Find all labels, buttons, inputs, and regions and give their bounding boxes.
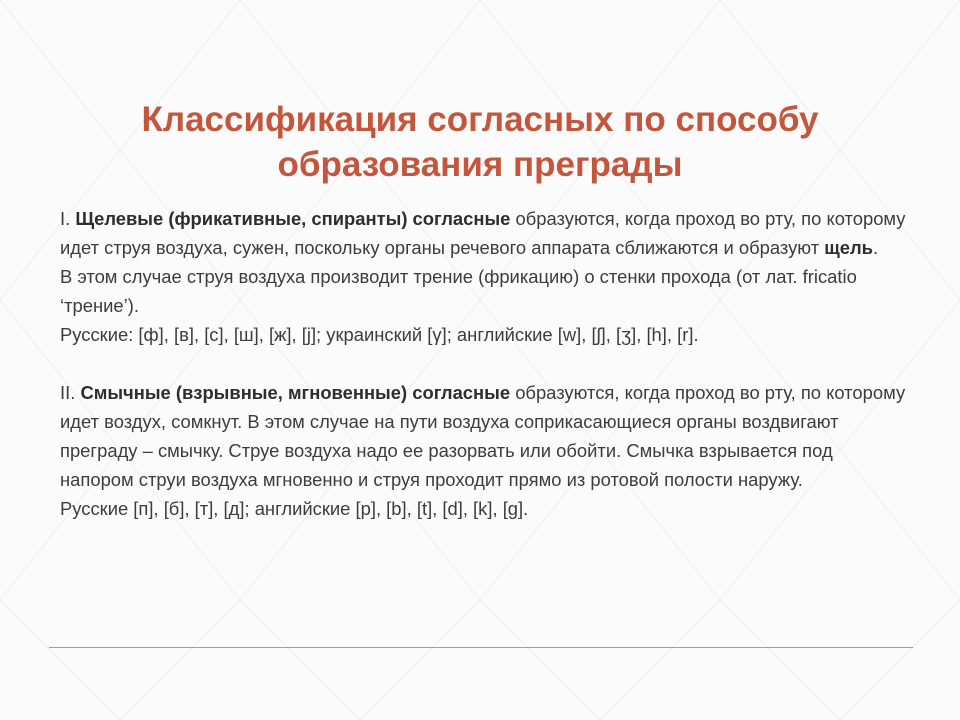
section-1-numeral: I. <box>60 208 76 229</box>
fricatives-paragraph <box>60 204 910 262</box>
slide-body <box>60 204 910 523</box>
slide-title: Классификация согласных по способу образования преграды <box>141 100 819 184</box>
fricatives-examples: Русские: [ф], [в], [с], [ш], [ж], [j]; украинский [γ]; английские [w], [ʃ], [ʒ], [h], [r]. <box>60 324 699 345</box>
stops-definition: образуются, когда проход во рту, по которому идет воздух, сомкнут. В этом случае на пути воздуха соприкасающиеся органы воздвигают преграду – смычку. Струе воздуха надо ее разорвать или обойти. Смычка взрывается под напором струи воздуха мгновенно и струя проходит прямо из ротовой полости наружу. <box>60 382 906 490</box>
fricatives-term: Щелевые (фрикативные, спиранты) согласные <box>75 208 511 229</box>
stops-examples: Русские [п], [б], [т], [д]; английские [p], [b], [t], [d], [k], [g]. <box>60 498 529 519</box>
section-2-numeral: II. <box>60 382 81 403</box>
stops-paragraph <box>60 378 910 494</box>
bottom-divider <box>49 647 913 648</box>
fricatives-keyword: щель <box>824 237 873 258</box>
fricatives-friction-text: В этом случае струя воздуха производит трение (фрикацию) о стенки прохода (от лат. fricatio ‘трение’). <box>60 266 857 316</box>
stops-term: Смычные (взрывные, мгновенные) согласные <box>80 382 511 403</box>
paragraph-gap <box>60 349 910 378</box>
fricatives-period: . <box>872 237 879 258</box>
fricatives-definition: образуются, когда проход во рту, по которому идет струя воздуха, сужен, поскольку органы речевого аппарата сближаются и образуют <box>60 208 906 258</box>
